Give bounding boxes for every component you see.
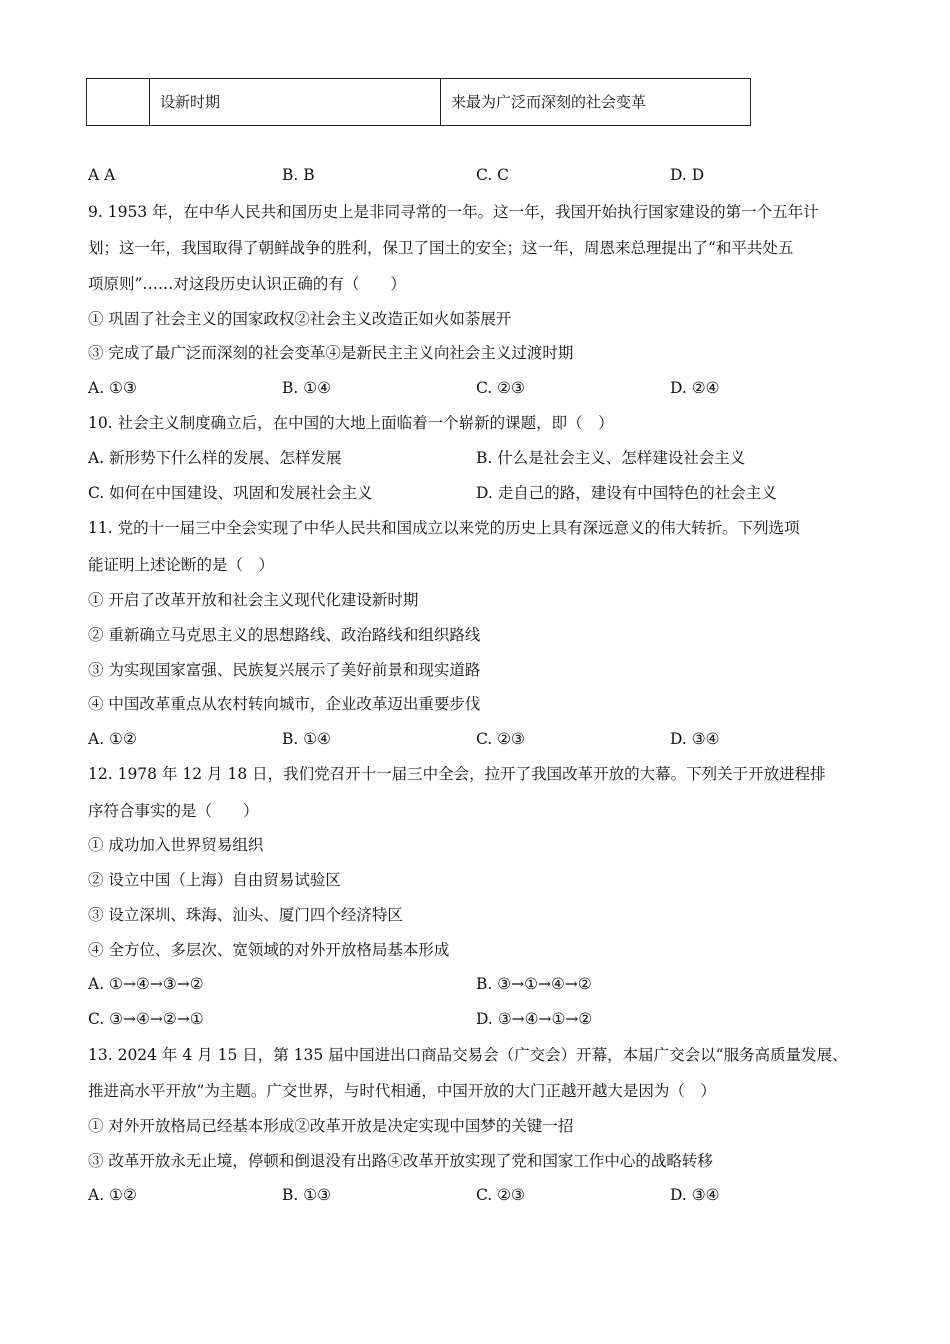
statement-item: ③ 完成了最广泛而深刻的社会变革④是新民主主义向社会主义过渡时期	[88, 344, 574, 362]
option-d: D. D	[670, 166, 705, 184]
option-a: A. ①→④→③→②	[88, 975, 204, 993]
option-d: D. ②④	[670, 379, 720, 397]
statement-item: ③ 设立深圳、珠海、汕头、厦门四个经济特区	[88, 906, 403, 924]
option-d: D. ③④	[670, 730, 720, 748]
statement-item: ③ 为实现国家富强、民族复兴展示了美好前景和现实道路	[88, 661, 481, 679]
table-fragment	[86, 78, 751, 126]
q12-options-row2	[88, 1009, 868, 1029]
table-cell: 设新时期	[150, 79, 441, 126]
q13-options	[88, 1185, 868, 1205]
q8-options	[88, 165, 868, 185]
option-d: D. 走自己的路，建设有中国特色的社会主义	[476, 484, 777, 502]
option-c: C. ③→④→②→①	[88, 1010, 204, 1028]
option-d: D. ③④	[670, 1186, 720, 1204]
statement-item: ④ 中国改革重点从农村转向城市，企业改革迈出重要步伐	[88, 695, 481, 713]
question-stem: 10. 社会主义制度确立后，在中国的大地上面临着一个崭新的课题，即（ ）	[88, 414, 614, 432]
statement-item: ④ 全方位、多层次、宽领域的对外开放格局基本形成	[88, 941, 450, 959]
option-b: B. 什么是社会主义、怎样建设社会主义	[476, 449, 746, 467]
option-c: C. ②③	[476, 379, 525, 397]
statement-item: ① 巩固了社会主义的国家政权②社会主义改造正如火如荼展开	[88, 310, 512, 328]
option-a: A. ①②	[88, 730, 137, 748]
option-d: D. ③→④→①→②	[476, 1010, 593, 1028]
option-a: A. 新形势下什么样的发展、怎样发展	[88, 449, 342, 467]
statement-item: ① 对外开放格局已经基本形成②改革开放是决定实现中国梦的关键一招	[88, 1117, 574, 1135]
question-stem: 划；这一年，我国取得了朝鲜战争的胜利，保卫了国土的安全；这一年，周恩来总理提出了“和平共处五	[88, 239, 794, 257]
option-c: C. ②③	[476, 730, 525, 748]
question-stem: 项原则”……对这段历史认识正确的有（ ）	[88, 275, 406, 293]
statement-item: ① 成功加入世界贸易组织	[88, 836, 264, 854]
option-b: B. ①④	[282, 379, 332, 397]
question-stem: 12. 1978 年 12 月 18 日，我们党召开十一届三中全会，拉开了我国改革开放的大幕。下列关于开放进程排	[88, 765, 826, 783]
question-stem: 序符合事实的是（ ）	[88, 802, 259, 820]
q11-options	[88, 729, 868, 749]
statement-item: ③ 改革开放永无止境，停顿和倒退没有出路④改革开放实现了党和国家工作中心的战略转移	[88, 1152, 713, 1170]
option-c: C. 如何在中国建设、巩固和发展社会主义	[88, 484, 373, 502]
option-c: C. ②③	[476, 1186, 525, 1204]
option-b: B. ①③	[282, 1186, 332, 1204]
q10-options-row1	[88, 448, 868, 468]
option-c: C. C	[476, 166, 510, 184]
q12-options-row1	[88, 974, 868, 994]
statement-item: ② 设立中国（上海）自由贸易试验区	[88, 871, 341, 889]
question-stem: 11. 党的十一届三中全会实现了中华人民共和国成立以来党的历史上具有深远意义的伟大转折。下列选项	[88, 519, 800, 537]
option-a: A A	[88, 166, 116, 184]
statement-item: ② 重新确立马克思主义的思想路线、政治路线和组织路线	[88, 626, 481, 644]
table-cell: 来最为广泛而深刻的社会变革	[441, 79, 751, 126]
q10-options-row2	[88, 483, 868, 503]
question-stem: 13. 2024 年 4 月 15 日，第 135 届中国进出口商品交易会（广交会）开幕，本届广交会以“服务高质量发展、	[88, 1046, 848, 1064]
option-a: A. ①②	[88, 1186, 137, 1204]
question-stem: 能证明上述论断的是（ ）	[88, 556, 275, 574]
option-b: B. B	[282, 166, 315, 184]
table-row	[87, 79, 751, 126]
option-a: A. ①③	[88, 379, 137, 397]
table-cell	[87, 79, 150, 126]
question-stem: 9. 1953 年，在中华人民共和国历史上是非同寻常的一年。这一年，我国开始执行国家建设的第一个五年计	[88, 203, 819, 221]
q9-options	[88, 378, 868, 398]
option-b: B. ③→①→④→②	[476, 975, 592, 993]
question-stem: 推进高水平开放”为主题。广交世界，与时代相通，中国开放的大门正越开越大是因为（ ）	[88, 1082, 716, 1100]
option-b: B. ①④	[282, 730, 332, 748]
statement-item: ① 开启了改革开放和社会主义现代化建设新时期	[88, 591, 419, 609]
